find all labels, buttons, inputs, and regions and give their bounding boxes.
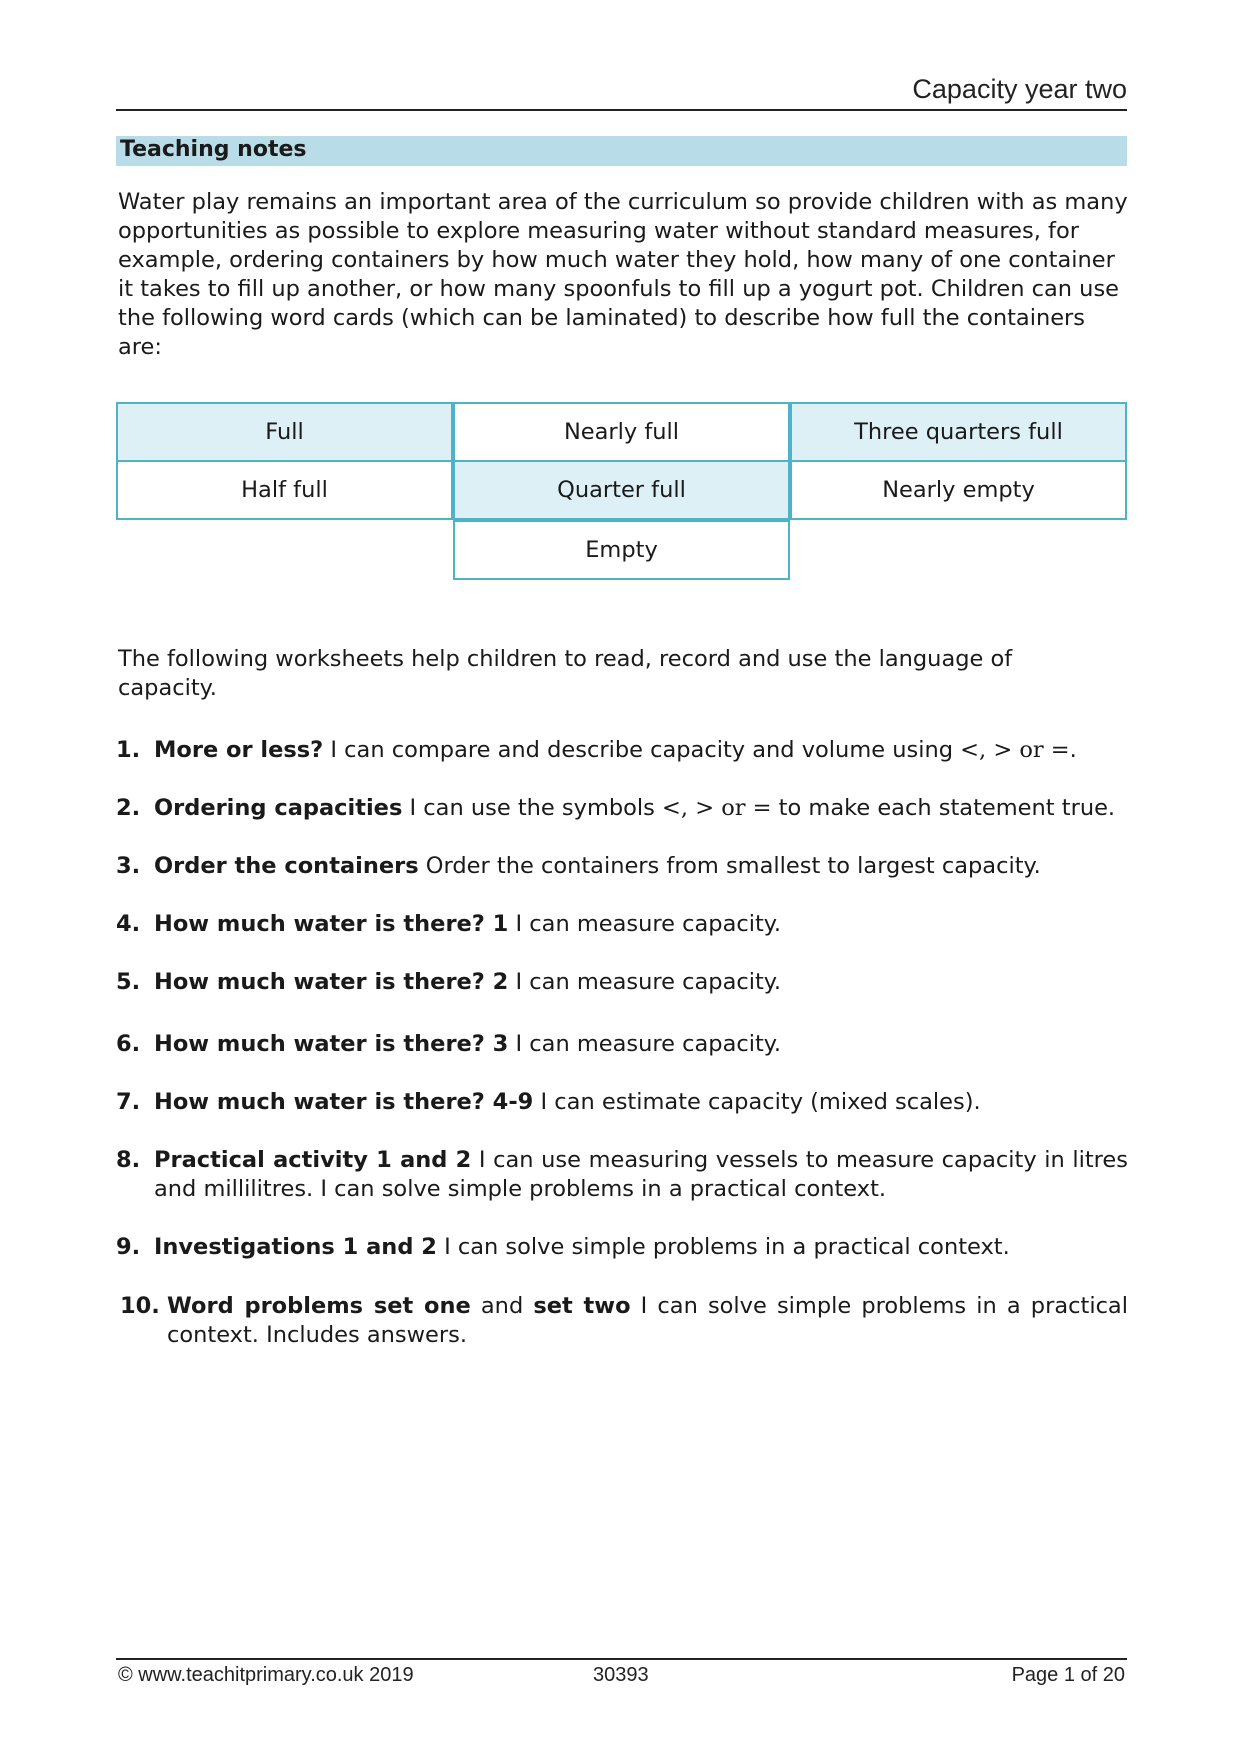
word-card: Empty	[453, 520, 790, 580]
item-text: .	[1069, 737, 1077, 763]
footer-page-number: Page 1 of 20	[1011, 1664, 1125, 1686]
item-title: Word problems set one	[167, 1293, 471, 1319]
item-number: 8.	[116, 1147, 141, 1173]
item-title: How much water is there? 2	[154, 969, 509, 995]
item-title: How much water is there? 1	[154, 911, 509, 937]
item-number: 9.	[116, 1234, 141, 1260]
item-title: Practical activity 1 and 2	[154, 1147, 472, 1173]
item-math: <, > or =	[662, 795, 772, 821]
footer-divider	[116, 1658, 1127, 1660]
section-heading-band	[116, 136, 1127, 166]
item-title: Ordering capacities	[154, 795, 403, 821]
word-card: Three quarters full	[790, 402, 1127, 462]
document-title: Capacity year two	[912, 74, 1127, 104]
item-number: 2.	[116, 795, 141, 821]
item-text: I can solve simple problems in a practical context.	[436, 1234, 1010, 1260]
word-card: Nearly full	[453, 402, 790, 462]
word-cards-table	[116, 402, 1126, 584]
header-divider	[116, 109, 1127, 111]
worksheets-lead: The following worksheets help children to read, record and use the language of capacity.	[118, 646, 1013, 701]
item-text: I can measure capacity.	[508, 911, 782, 937]
item-number: 6.	[116, 1031, 141, 1057]
item-title: How much water is there? 3	[154, 1031, 509, 1057]
item-title: set two	[533, 1293, 631, 1319]
section-heading: Teaching notes	[120, 137, 307, 162]
item-title: Investigations 1 and 2	[154, 1234, 437, 1260]
item-text: I can compare and describe capacity and volume using	[323, 737, 961, 763]
footer-resource-code: 30393	[593, 1664, 649, 1686]
item-text: I can solve simple problems in a practical context. Includes answers.	[167, 1293, 1128, 1348]
word-card: Full	[116, 402, 453, 462]
item-text: I can measure capacity.	[508, 1031, 782, 1057]
item-number: 4.	[116, 911, 141, 937]
item-text: Order the containers from smallest to largest capacity.	[418, 853, 1041, 879]
item-text: I can estimate capacity (mixed scales).	[533, 1089, 981, 1115]
word-card: Nearly empty	[790, 460, 1127, 520]
footer-copyright: © www.teachitprimary.co.uk 2019	[118, 1664, 414, 1686]
item-title: More or less?	[154, 737, 324, 763]
item-text: to make each statement true.	[771, 795, 1116, 821]
item-title: How much water is there? 4-9	[154, 1089, 534, 1115]
item-text: I can use the symbols	[402, 795, 663, 821]
item-text: and	[470, 1293, 534, 1319]
intro-paragraph: Water play remains an important area of the curriculum so provide children with as many opportunities as possible to explore measuring water without standard measures, for example, ordering containers by how much water they hold, how many of one container it takes to fill up another, or how many spoonfuls to fill up a yogurt pot. Children can use the following word cards (which can be laminated) to describe how full the containers are:	[118, 189, 1128, 360]
item-number: 7.	[116, 1089, 141, 1115]
item-title: Order the containers	[154, 853, 419, 879]
item-number: 5.	[116, 969, 141, 995]
item-number: 1.	[116, 737, 141, 763]
item-number: 3.	[116, 853, 141, 879]
item-number: 10.	[120, 1293, 160, 1319]
item-text: I can measure capacity.	[508, 969, 782, 995]
item-math: <, > or =	[960, 737, 1070, 763]
word-card: Half full	[116, 460, 453, 520]
word-card: Quarter full	[453, 460, 790, 520]
item-text: I can use measuring vessels to measure capacity in litres and millilitres. I can solve simple problems in a practical context.	[154, 1147, 1128, 1202]
